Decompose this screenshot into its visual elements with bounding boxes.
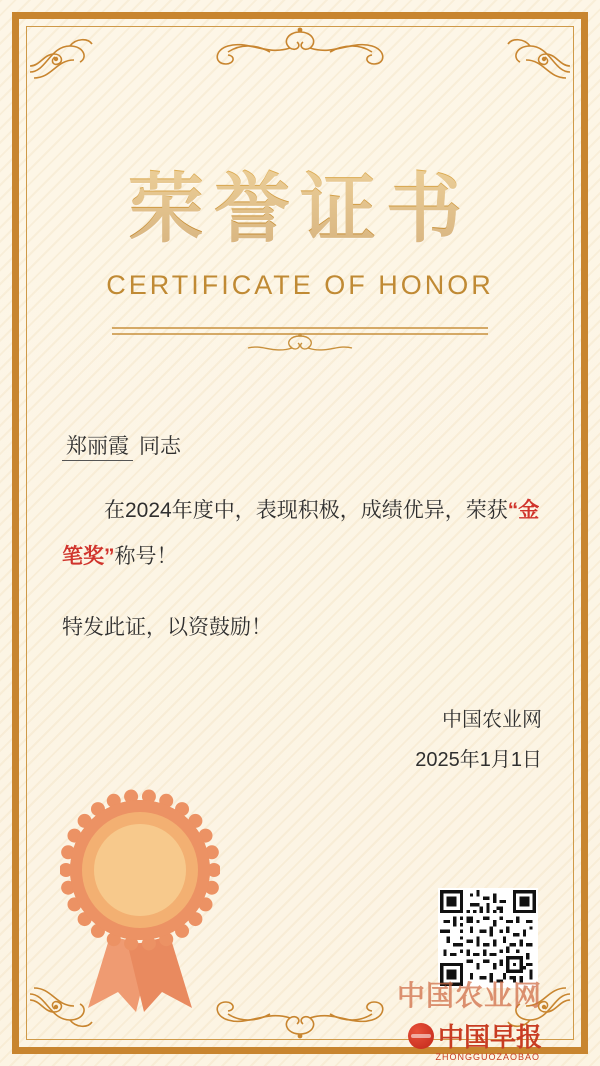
corner-ornament-icon	[482, 26, 574, 84]
watermark-brand-pinyin: ZHONGGUOZAOBAO	[435, 1052, 540, 1062]
top-flourish-icon	[170, 22, 430, 74]
citation-paragraph	[62, 488, 542, 580]
signature-block	[415, 700, 542, 780]
certificate-title-en: CERTIFICATE OF HONOR	[106, 270, 494, 300]
title-divider	[112, 322, 488, 360]
watermark-brand-bottom-label: 中国早报	[437, 1023, 542, 1053]
recipient-suffix: 同志	[139, 435, 181, 458]
recipient-line	[62, 430, 542, 460]
citation-part1: 在2024年度中，表现积极，成绩优异，荣获	[104, 499, 508, 522]
watermark-brand-bottom	[408, 1017, 542, 1054]
qr-code[interactable]	[438, 888, 538, 988]
watermark-brand-top: 中国农业网	[396, 979, 542, 1012]
award-name: “金笔奖”	[62, 499, 540, 568]
award-seal-icon	[60, 786, 220, 1016]
issuer-name: 中国农业网	[442, 709, 542, 731]
citation-part2: 称号！	[114, 545, 178, 568]
issue-date: 2025年1月1日	[415, 749, 542, 771]
closing-paragraph: 特发此证，以资鼓励！	[62, 616, 272, 639]
recipient-name: 郑丽霞	[62, 435, 133, 461]
certificate-title-zh: 荣誉证书	[0, 148, 600, 257]
corner-ornament-icon	[26, 26, 118, 84]
globe-icon	[408, 1023, 434, 1049]
certificate-body	[62, 430, 542, 648]
